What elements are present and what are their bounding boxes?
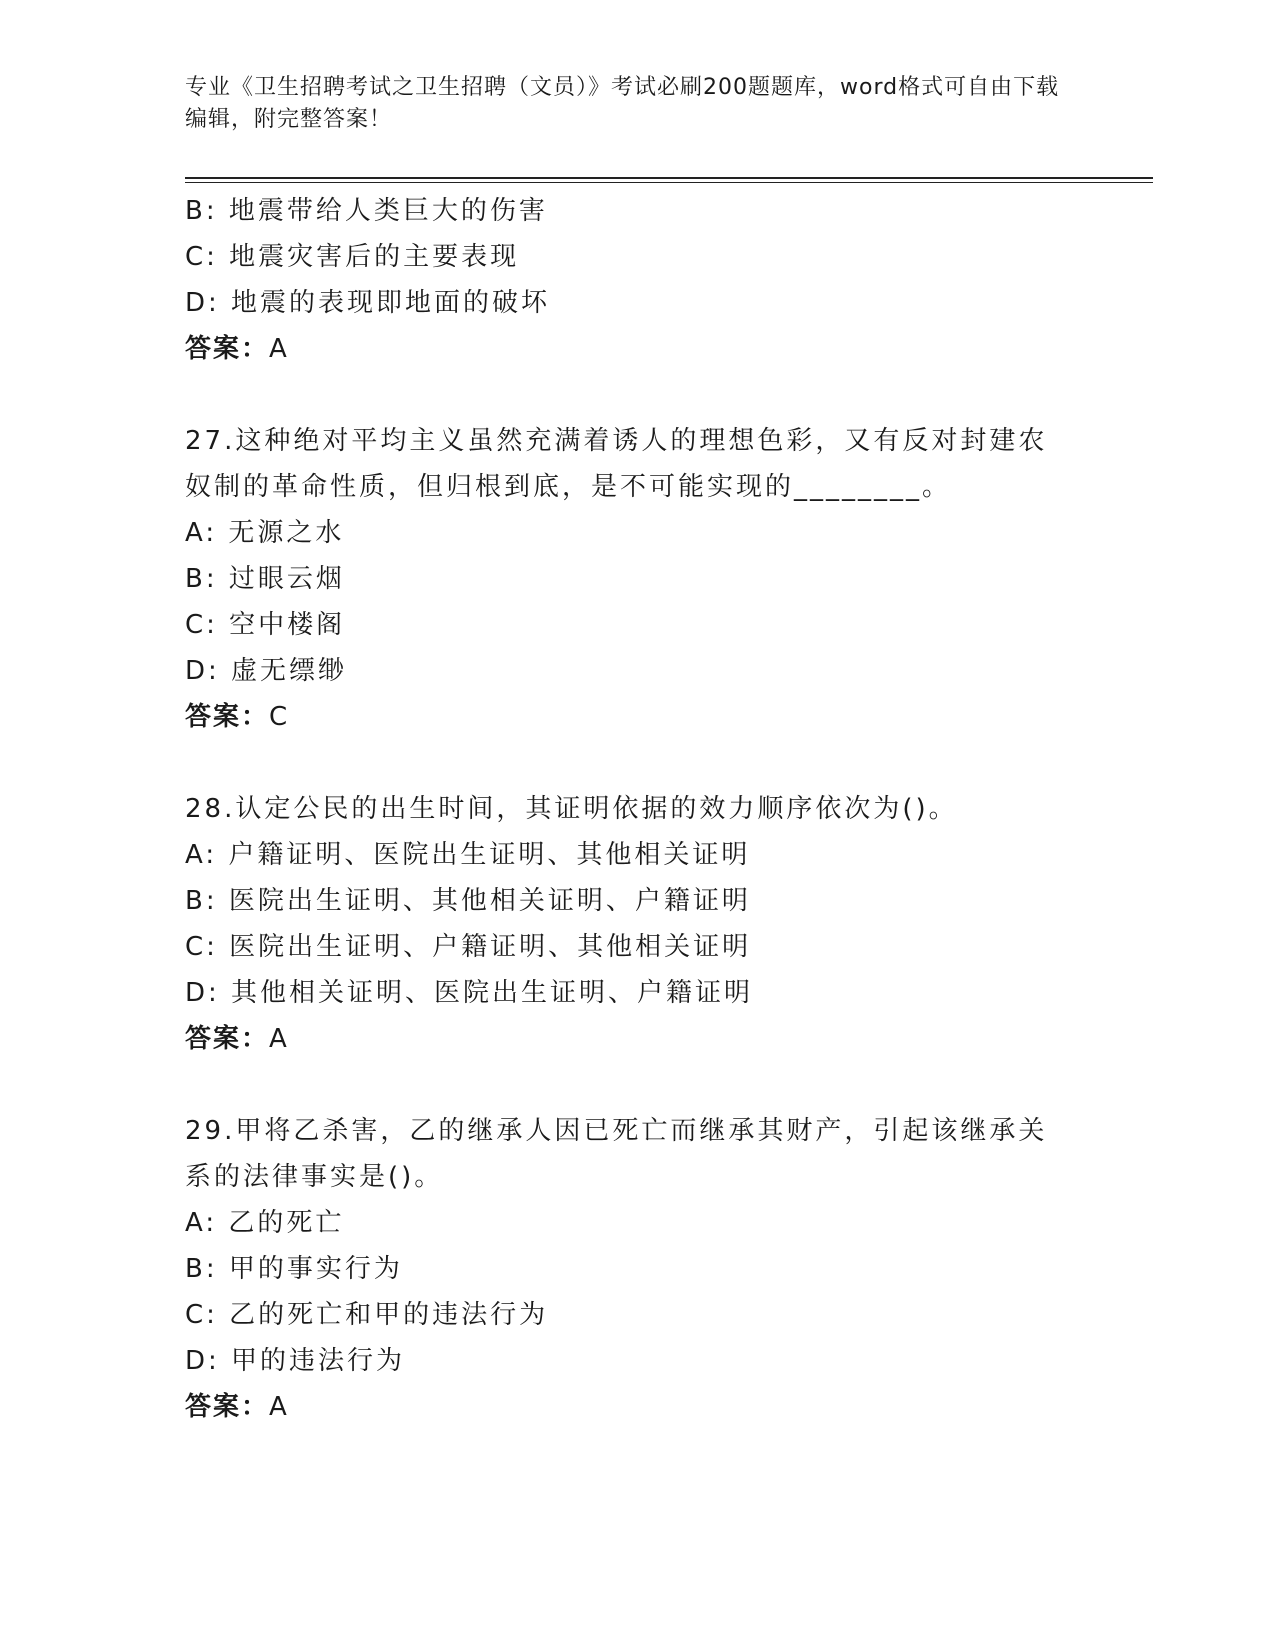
- option-c: C: 乙的死亡和甲的违法行为: [185, 1300, 549, 1330]
- answer-label: 答案：: [185, 334, 270, 364]
- answer-line: [185, 1016, 1085, 1062]
- answer-value: A: [269, 1024, 289, 1054]
- spacer: [185, 1062, 1085, 1108]
- option-a: A: 乙的死亡: [185, 1208, 345, 1238]
- answer-line: [185, 1384, 1085, 1430]
- option-c: C: 医院出生证明、户籍证明、其他相关证明: [185, 932, 752, 962]
- spacer: [185, 740, 1085, 786]
- question-block-prev: [185, 188, 1085, 372]
- spacer: [185, 372, 1085, 418]
- option-d: D: 虚无缥缈: [185, 656, 348, 686]
- question-text: 28.认定公民的出生时间，其证明依据的效力顺序依次为()。: [185, 794, 958, 824]
- option-b: B: 甲的事实行为: [185, 1254, 403, 1284]
- option-a: A: 无源之水: [185, 518, 345, 548]
- answer-label: 答案：: [185, 1392, 270, 1422]
- answer-line: [185, 694, 1085, 740]
- answer-label: 答案：: [185, 1024, 270, 1054]
- question-block-27: [185, 418, 1085, 740]
- option-a: A: 户籍证明、医院出生证明、其他相关证明: [185, 840, 751, 870]
- option-d: D: 其他相关证明、医院出生证明、户籍证明: [185, 978, 754, 1008]
- option-d: D: 地震的表现即地面的破坏: [185, 288, 551, 318]
- question-block-29: [185, 1108, 1085, 1430]
- option-b: B: 医院出生证明、其他相关证明、户籍证明: [185, 886, 751, 916]
- question-text: 29.甲将乙杀害，乙的继承人因已死亡而继承其财产，引起该继承关系的法律事实是()。: [185, 1116, 1048, 1192]
- answer-line: [185, 326, 1085, 372]
- answer-value: A: [269, 334, 289, 364]
- question-list: [185, 188, 1085, 1430]
- answer-value: A: [269, 1392, 289, 1422]
- option-c: C: 地震灾害后的主要表现: [185, 242, 520, 272]
- answer-value: C: [269, 702, 290, 732]
- question-block-28: [185, 786, 1085, 1062]
- option-c: C: 空中楼阁: [185, 610, 346, 640]
- option-d: D: 甲的违法行为: [185, 1346, 406, 1376]
- header-rule-secondary: [185, 182, 1153, 183]
- header-rule: [185, 177, 1153, 179]
- answer-label: 答案：: [185, 702, 270, 732]
- page-header: 专业《卫生招聘考试之卫生招聘（文员）》考试必刷200题题库，word格式可自由下载编辑，附完整答案！: [185, 75, 1060, 132]
- option-b: B: 过眼云烟: [185, 564, 345, 594]
- question-text: 27.这种绝对平均主义虽然充满着诱人的理想色彩，又有反对封建农奴制的革命性质，但归根到底，是不可能实现的________。: [185, 426, 1048, 502]
- option-b: B: 地震带给人类巨大的伤害: [185, 196, 548, 226]
